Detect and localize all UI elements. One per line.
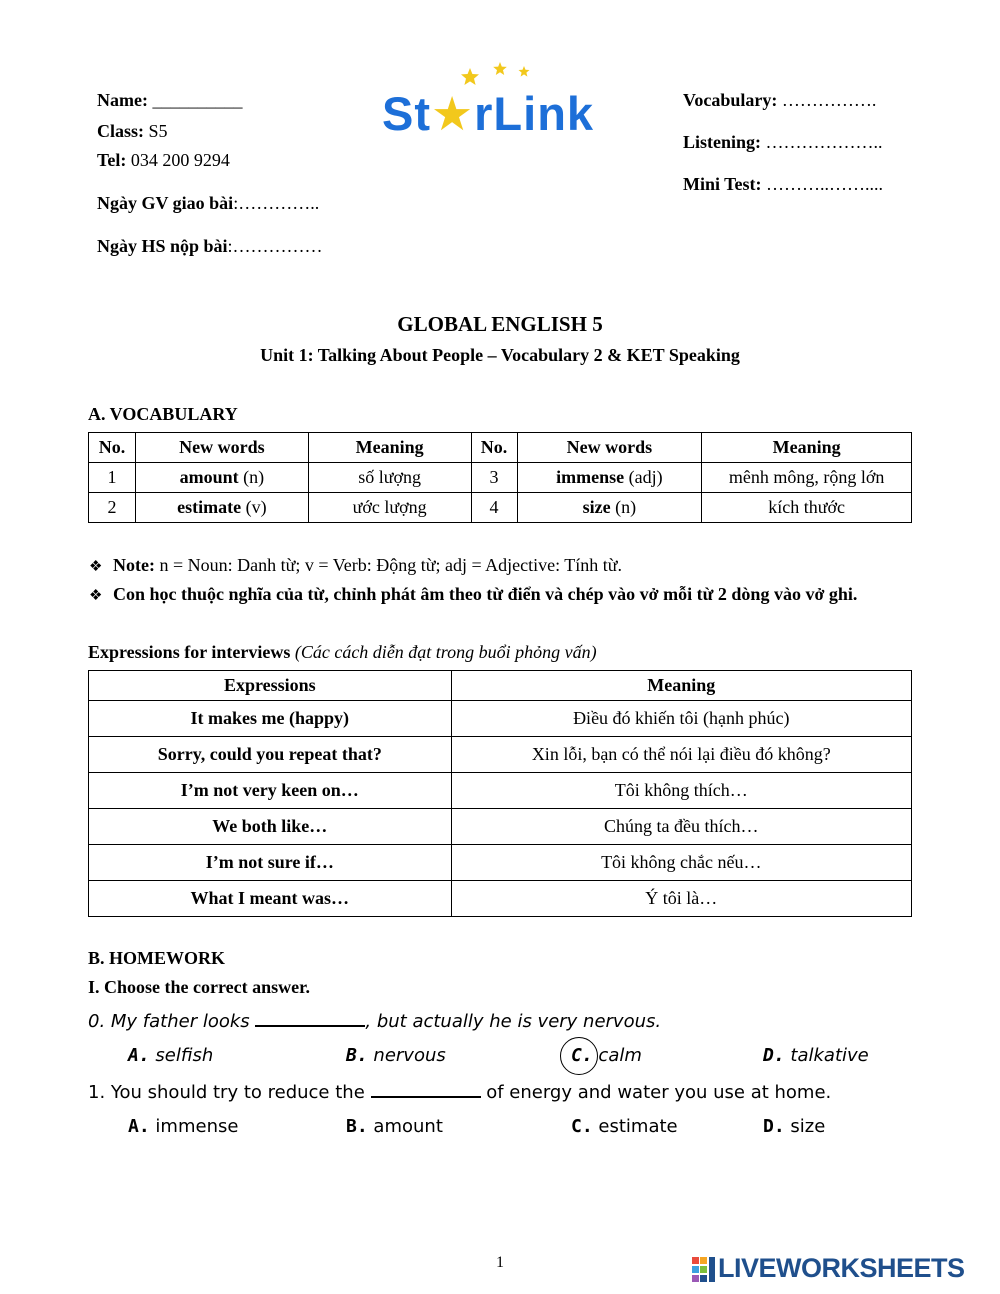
option-a[interactable] [128,1116,238,1137]
vocab-header-row [89,433,912,463]
liveworksheets-logo-icon [692,1257,716,1283]
question-0-after: , but actually he is very nervous. [365,1011,662,1032]
option-text: talkative [790,1045,869,1066]
tel-label: Tel: [97,150,127,170]
expression-meaning: Xin lỗi, bạn có thể nói lại điều đó không? [451,737,911,773]
option-text: selfish [155,1045,214,1066]
option-text: calm [598,1045,642,1066]
expressions-table [88,670,912,917]
table-row [89,845,912,881]
vocab-no: 4 [471,493,517,523]
expression-text: What I meant was… [89,881,452,917]
vocab-meaning: mênh mông, rộng lớn [702,463,912,493]
page-title: GLOBAL ENGLISH 5 [397,312,603,336]
liveworksheets-brand: LIVEWORKSHEETS [718,1253,965,1283]
vocab-score-label: Vocabulary: [683,90,778,110]
option-c[interactable] [571,1116,678,1137]
tel-value: 034 200 9294 [130,150,230,170]
option-letter: B. [346,1045,368,1066]
option-letter: D. [763,1116,785,1137]
vocab-meaning: kích thước [702,493,912,523]
question-1-after: of energy and water you use at home. [480,1082,832,1103]
class-label: Class: [97,121,145,141]
option-d[interactable] [763,1045,869,1066]
listening-score-value[interactable]: ……………….. [765,132,883,152]
question-0-blank[interactable] [255,1009,365,1027]
question-1-blank[interactable] [371,1080,481,1098]
logo-star-icon: ★ [431,87,475,140]
expressions-col-expression: Expressions [89,671,452,701]
expressions-heading-note: (Các cách diễn đạt trong buổi phỏng vấn) [294,642,597,662]
expression-text: I’m not sure if… [89,845,452,881]
table-row [89,809,912,845]
class-line [97,121,168,142]
minitest-score-line [683,174,883,195]
instruction-text: Con học thuộc nghĩa của từ, chỉnh phát âm theo từ điển và chép vào vở mỗi từ 2 dòng vào vở ghi. [113,584,858,604]
assign-date-value[interactable]: :………….. [233,193,320,213]
vocab-col-word: New words [135,433,308,463]
vocab-col-meaning: Meaning [308,433,471,463]
submit-date-line [97,236,323,257]
submit-date-value[interactable]: :…………… [227,236,323,256]
option-a[interactable] [128,1045,213,1066]
vocab-score-line [683,90,876,111]
option-letter: C. [571,1045,593,1066]
note-text: n = Noun: Danh từ; v = Verb: Động từ; adj = Adjective: Tính từ. [159,555,622,575]
expression-meaning: Chúng ta đều thích… [451,809,911,845]
vocab-pos: (n) [243,467,265,487]
class-value: S5 [148,121,168,141]
vocab-col-no-2: No. [471,433,517,463]
assign-date-label: Ngày GV giao bài [97,193,234,213]
minitest-score-label: Mini Test: [683,174,762,194]
vocab-col-meaning-2: Meaning [702,433,912,463]
option-d[interactable] [763,1116,825,1137]
logo-part1: St [382,87,431,140]
vocab-col-word-2: New words [517,433,702,463]
listening-score-line [683,132,883,153]
vocab-word: size [582,497,611,517]
note-label: Note: [113,555,155,575]
expressions-heading-text: Expressions for interviews [88,642,291,662]
option-letter: C. [571,1116,593,1137]
option-text: size [790,1116,826,1137]
table-row [89,773,912,809]
option-letter: A. [128,1116,150,1137]
page-number: 1 [496,1254,504,1271]
homework-heading: B. HOMEWORK [88,948,226,968]
option-text: immense [155,1116,239,1137]
bullet-icon: ❖ [89,559,103,575]
assign-date-line [97,193,319,214]
vocab-word-cell [517,463,702,493]
table-row [89,701,912,737]
table-row [89,493,912,523]
vocab-pos: (v) [245,497,267,517]
tel-line [97,150,230,171]
vocab-table [88,432,912,523]
listening-score-label: Listening: [683,132,762,152]
bullet-icon: ❖ [89,588,103,604]
table-row [89,737,912,773]
vocab-word-cell [135,463,308,493]
submit-date-label: Ngày HS nộp bài [97,236,228,256]
vocab-col-no: No. [89,433,136,463]
option-letter: B. [346,1116,368,1137]
instruction-line [89,584,857,605]
logo-wordmark [382,86,594,142]
option-b[interactable] [346,1116,443,1137]
vocab-word-cell [517,493,702,523]
vocab-pos: (adj) [628,467,663,487]
option-letter: A. [128,1045,150,1066]
expression-text: It makes me (happy) [89,701,452,737]
table-row [89,463,912,493]
expression-meaning: Điều đó khiến tôi (hạnh phúc) [451,701,911,737]
vocab-score-value[interactable]: ……………. [781,90,877,110]
option-text: amount [373,1116,443,1137]
expression-meaning: Ý tôi là… [451,881,911,917]
vocab-word: immense [556,467,625,487]
expression-meaning: Tôi không chắc nếu… [451,845,911,881]
vocab-no: 1 [89,463,136,493]
question-0 [88,1009,661,1032]
vocab-pos: (n) [615,497,637,517]
question-1-before: 1. You should try to reduce the [88,1082,371,1103]
table-row [89,881,912,917]
vocab-no: 3 [471,463,517,493]
expressions-header-row [89,671,912,701]
question-0-before: 0. My father looks [88,1011,256,1032]
vocab-word: amount [179,467,239,487]
minitest-score-value[interactable]: ………..…….... [766,174,884,194]
name-label: Name: [97,90,148,110]
homework-section-title: I. Choose the correct answer. [88,977,310,997]
vocab-meaning: số lượng [308,463,471,493]
name-value[interactable]: __________ [152,90,243,110]
vocab-word-cell [135,493,308,523]
vocab-no: 2 [89,493,136,523]
logo-part2: rLink [474,87,595,140]
vocab-word: estimate [177,497,242,517]
expression-text: Sorry, could you repeat that? [89,737,452,773]
option-letter: D. [763,1045,785,1066]
option-c[interactable] [571,1045,642,1066]
expression-meaning: Tôi không thích… [451,773,911,809]
vocab-heading: A. VOCABULARY [88,404,238,424]
expressions-heading [88,642,597,663]
vocab-meaning: ước lượng [308,493,471,523]
expression-text: We both like… [89,809,452,845]
question-1 [88,1080,831,1103]
option-text: estimate [598,1116,678,1137]
expression-text: I’m not very keen on… [89,773,452,809]
note-line [89,555,622,576]
option-text: nervous [373,1045,446,1066]
expressions-col-meaning: Meaning [451,671,911,701]
name-line [97,90,242,111]
option-b[interactable] [346,1045,446,1066]
starlink-logo [382,62,622,142]
page-subtitle: Unit 1: Talking About People – Vocabulary 2 & KET Speaking [260,345,740,365]
